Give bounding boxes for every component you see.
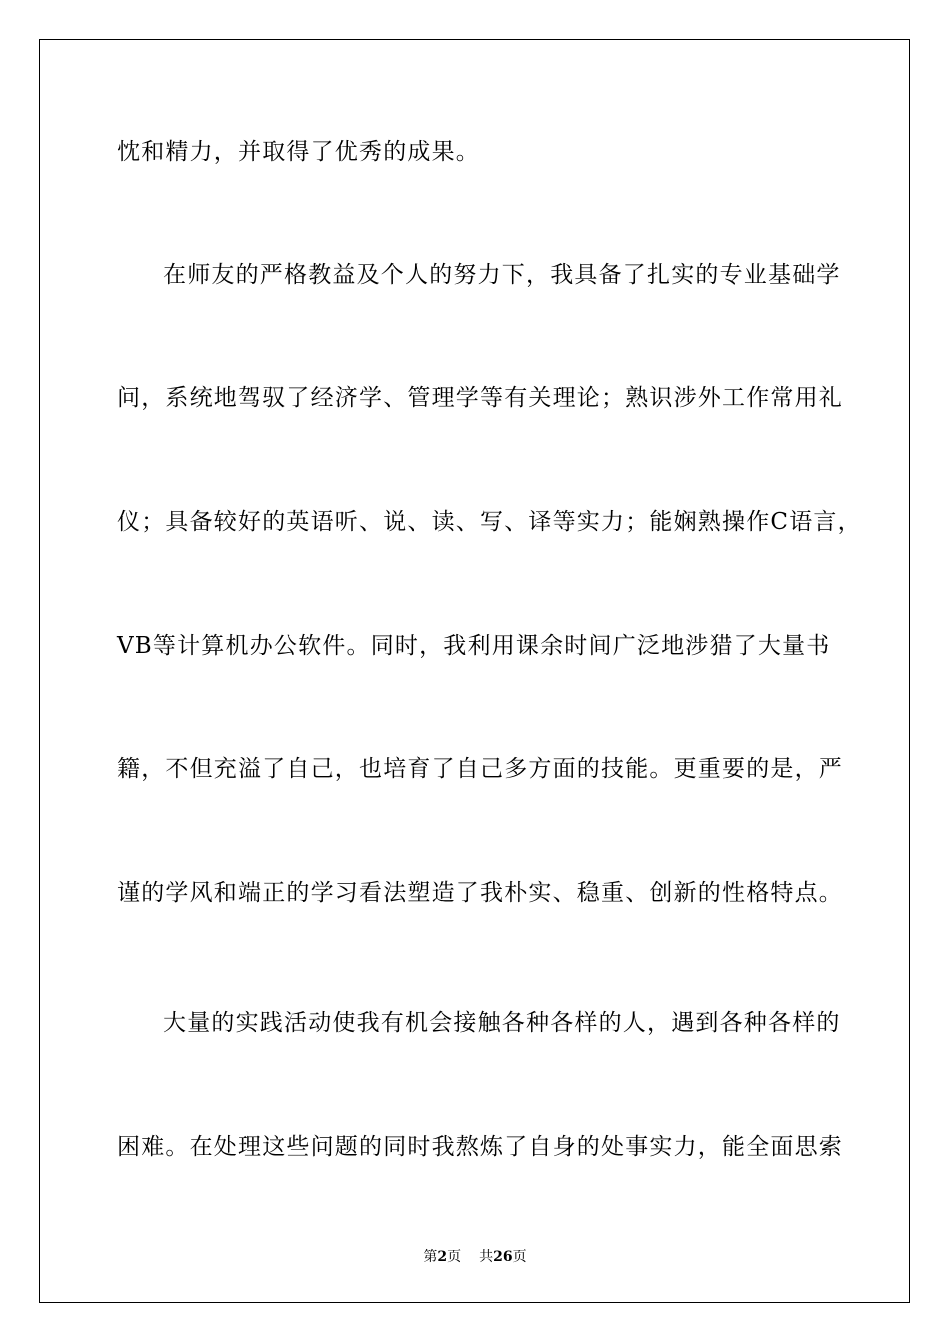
text-line-7: 谨的学风和端正的学习看法塑造了我朴实、稳重、创新的性格特点。 — [117, 880, 843, 906]
footer-total-prefix: 共 — [479, 1249, 494, 1265]
text-line-2: 在师友的严格教益及个人的努力下，我具备了扎实的专业基础学 — [163, 262, 841, 288]
text-line-5: VB等计算机办公软件。同时，我利用课余时间广泛地涉猎了大量书 — [117, 633, 831, 659]
text-line-1: 忱和精力，并取得了优秀的成果。 — [117, 139, 480, 165]
page-footer — [0, 1248, 950, 1266]
text-line-9: 困难。在处理这些问题的同时我熬炼了自身的处事实力，能全面思索 — [117, 1134, 843, 1160]
text-line-4: 仪；具备较好的英语听、说、读、写、译等实力；能娴熟操作C语言， — [117, 509, 862, 535]
text-line-6: 籍，不但充溢了自己，也培育了自己多方面的技能。更重要的是，严 — [117, 756, 843, 782]
footer-page-number: 2 — [437, 1249, 448, 1265]
footer-page-suffix: 页 — [447, 1249, 462, 1265]
text-line-3: 问，系统地驾驭了经济学、管理学等有关理论；熟识涉外工作常用礼 — [117, 385, 843, 411]
footer-page-prefix: 第 — [423, 1249, 438, 1265]
footer-total-number: 26 — [493, 1249, 513, 1265]
text-line-8: 大量的实践活动使我有机会接触各种各样的人，遇到各种各样的 — [163, 1010, 841, 1036]
footer-total-suffix: 页 — [512, 1249, 527, 1265]
page-border — [39, 39, 910, 1303]
